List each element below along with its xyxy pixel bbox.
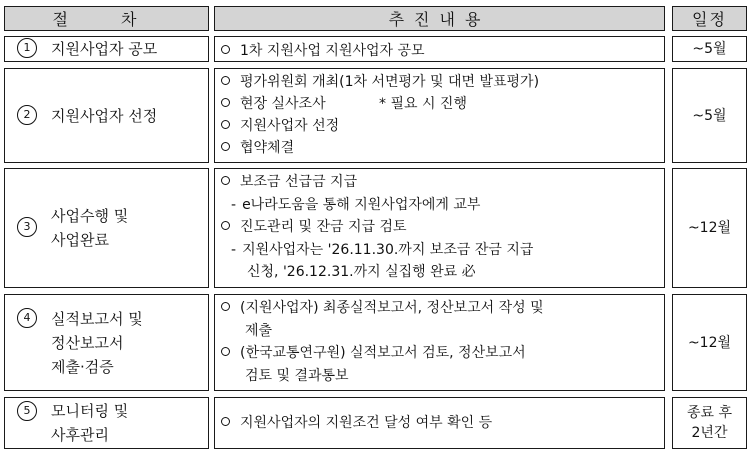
step-number-2: 2	[17, 104, 41, 128]
procedure-cell-5	[4, 397, 209, 449]
content-cell-3	[214, 168, 665, 288]
content-item: 평가위원회 개최(1차 서면평가 및 대면 발표평가)	[221, 71, 658, 93]
bullet-icon	[221, 45, 230, 54]
schedule-cell-3	[672, 168, 747, 288]
bullet-icon	[221, 98, 230, 107]
procedure-label: 사업완료	[51, 231, 109, 249]
step-number-5: 5	[17, 400, 41, 424]
bullet-icon	[221, 417, 230, 426]
procedure-label: 실적보고서 및	[51, 309, 143, 328]
content-cell-5	[214, 397, 665, 449]
content-continuation: 제출	[245, 322, 273, 339]
schedule-text: ~5월	[692, 41, 727, 57]
procedure-label: 정산보고서	[51, 333, 124, 352]
schedule-text: ~12월	[687, 220, 732, 236]
schedule-text: ~5월	[692, 107, 727, 124]
content-item: 현장 실사조사 * 필요 시 진행	[221, 93, 658, 115]
content-subitem: - 지원사업자는 '26.11.30.까지 보조금 잔금 지급	[221, 239, 658, 262]
procedure-cell-3	[4, 168, 209, 288]
content-item: 1차 지원사업 지원사업자 공모	[221, 39, 658, 63]
bullet-icon	[221, 142, 230, 151]
step-number-1: 1	[17, 37, 41, 61]
step-number-4: 4	[17, 307, 41, 331]
content-cell-2	[214, 68, 665, 163]
schedule-text: 2년간	[691, 425, 728, 441]
dash-marker: -	[231, 241, 237, 258]
procedure-label: 제출·검증	[51, 357, 114, 376]
content-item: 진도관리 및 잔금 지급 검토	[221, 216, 658, 239]
content-item: 지원사업자 선정	[221, 115, 658, 137]
content-subitem: - e나라도움을 통해 지원사업자에게 교부	[221, 194, 658, 217]
note-text: * 필요 시 진행	[379, 96, 467, 112]
schedule-cell-4	[672, 294, 747, 391]
content-item: (지원사업자) 최종실적보고서, 정산보고서 작성 및	[221, 297, 658, 320]
content-item: 지원사업자의 지원조건 달성 여부 확인 등	[221, 411, 492, 435]
bullet-icon	[221, 347, 230, 356]
procedure-cell-2	[4, 68, 209, 163]
dash-marker: -	[231, 196, 237, 213]
content-continuation: 검토 및 결과통보	[245, 367, 349, 384]
content-cell-1	[214, 36, 665, 62]
procedure-label: 모니터링 및	[51, 402, 129, 420]
header-procedure: 절 차	[4, 6, 209, 31]
bullet-icon	[221, 302, 230, 311]
schedule-cell-2	[672, 68, 747, 163]
content-item: 협약체결	[221, 137, 658, 159]
schedule-cell-5	[672, 397, 747, 449]
bullet-icon	[221, 176, 230, 185]
bullet-icon	[221, 120, 230, 129]
header-content: 추진내용	[214, 6, 665, 31]
content-continuation: 신청, '26.12.31.까지 실집행 완료 必	[247, 264, 476, 280]
procedure-label: 지원사업자 선정	[51, 106, 158, 125]
content-item: 보조금 선급금 지급	[221, 171, 658, 194]
bullet-icon	[221, 221, 230, 230]
schedule-text: ~12월	[687, 334, 732, 351]
header-schedule: 일정	[672, 6, 747, 31]
procedure-label: 지원사업자 공모	[51, 40, 158, 58]
bullet-icon	[221, 76, 230, 85]
schedule-text: 종료 후	[686, 405, 733, 421]
schedule-cell-1	[672, 36, 747, 62]
step-number-3: 3	[17, 216, 41, 240]
content-item: (한국교통연구원) 실적보고서 검토, 정산보고서	[221, 342, 658, 365]
procedure-label: 사후관리	[51, 426, 109, 444]
content-cell-4	[214, 294, 665, 391]
procedure-cell-1	[4, 36, 209, 62]
procedure-label: 사업수행 및	[51, 207, 129, 225]
procedure-cell-4	[4, 294, 209, 391]
